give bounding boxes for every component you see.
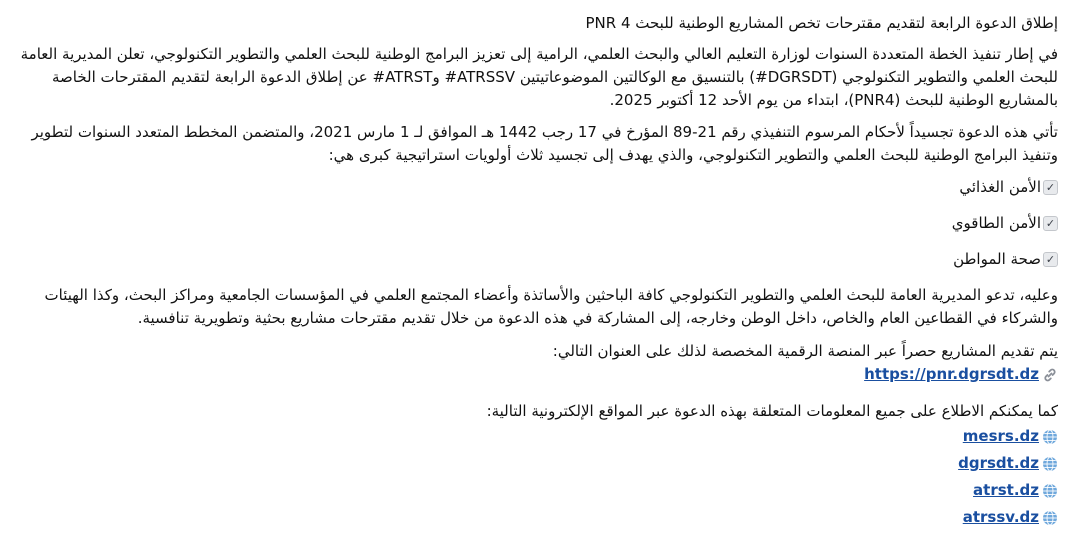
list-item: [10, 452, 1058, 475]
check-box-icon: ✓: [1043, 252, 1058, 267]
list-item: [10, 212, 1058, 235]
site-link-dgrsdt[interactable]: dgrsdt.dz: [958, 454, 1039, 472]
platform-link-row: [10, 363, 1058, 386]
call-paragraph: وعليه، تدعو المديرية العامة للبحث العلمي والتطوير التكنولوجي كافة الباحثين والأساتذة وأعضاء المجتمع العلمي في المؤسسات الجامعية ومراكز البحث، وكذا الهيئات والشركاء في القطاعين العام والخاص، داخل الوطن وخارجه، إلى المشاركة في هذه الدعوة من خلال تقديم مقترحات مشاريع بحثية وتطويرية تنافسية.: [44, 286, 1058, 327]
list-item: [10, 176, 1058, 199]
site-link-mesrs[interactable]: mesrs.dz: [962, 427, 1039, 445]
site-link-atrst[interactable]: atrst.dz: [973, 481, 1039, 499]
site-list: [10, 425, 1058, 529]
list-item: [10, 248, 1058, 271]
priority-label: الأمن الغذائي: [959, 178, 1041, 196]
globe-icon: [1042, 483, 1058, 499]
list-item: [10, 506, 1058, 529]
globe-icon: [1042, 429, 1058, 445]
list-item: [10, 479, 1058, 502]
sites-text: كما يمكنكم الاطلاع على جميع المعلومات المتعلقة بهذه الدعوة عبر المواقع الإلكترونية التالية:: [486, 402, 1058, 420]
check-box-icon: ✓: [1043, 216, 1058, 231]
intro-paragraph: في إطار تنفيذ الخطة المتعددة السنوات لوزارة التعليم العالي والبحث العلمي، الرامية إلى تعزيز البرامج الوطنية للبحث العلمي والتطوير التكنولوجي، تعلن المديرية العامة للبحث العلمي والتطوير التكنولوجي (DGRSDT#) بالتنسيق مع الوكالتين الموضوعاتيتين ATRSSV# وATRST# عن إطلاق الدعوة الرابعة لتقديم المقترحات الخاصة بالمشاريع الوطنية للبحث (PNR4)، ابتداء من يوم الأحد 12 أكتوبر 2025.: [20, 45, 1058, 109]
globe-icon: [1042, 456, 1058, 472]
check-box-icon: ✓: [1043, 180, 1058, 195]
globe-icon: [1042, 510, 1058, 526]
post-title: إطلاق الدعوة الرابعة لتقديم مقترحات تخص المشاريع الوطنية للبحث PNR 4: [585, 14, 1058, 32]
decree-paragraph: تأتي هذه الدعوة تجسيداً لأحكام المرسوم التنفيذي رقم 21-89 المؤرخ في 17 رجب 1442 هـ الموافق لـ 1 مارس 2021، والمتضمن المخطط المتعدد السنوات لتطوير وتنفيذ البرامج الوطنية للبحث العلمي والتطوير التكنولوجي، والذي يهدف إلى تجسيد ثلاث أولويات استراتيجية كبرى هي:: [31, 123, 1058, 164]
platform-text: يتم تقديم المشاريع حصراً عبر المنصة الرقمية المخصصة لذلك على العنوان التالي:: [552, 342, 1058, 360]
site-link-atrssv[interactable]: atrssv.dz: [962, 508, 1039, 526]
list-item: [10, 425, 1058, 448]
link-icon: [1042, 367, 1058, 383]
priority-label: صحة المواطن: [953, 250, 1041, 268]
priority-label: الأمن الطاقوي: [951, 214, 1041, 232]
priority-list: [10, 176, 1058, 271]
platform-link[interactable]: https://pnr.dgrsdt.dz: [864, 365, 1039, 383]
